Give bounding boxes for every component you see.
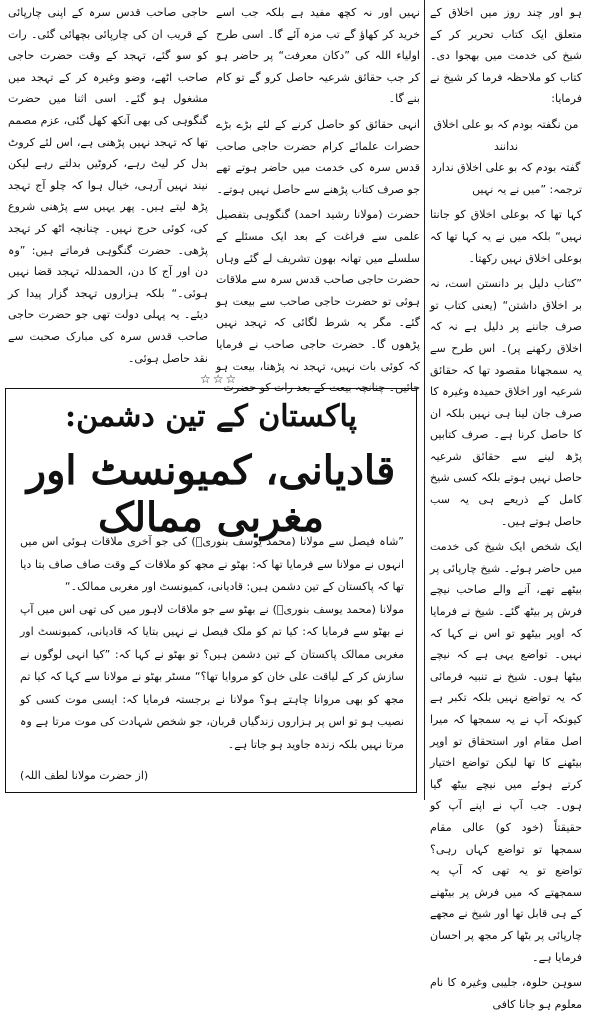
box-paragraph: مولانا (محمد یوسف بنوریؒ) نے بھٹو سے جو ملاقات لاہور میں کی تھی اس میں آپ نے بھٹو سے فرمایا کہ: کیا تم کو ملک فیصل نے نہیں بتایا کہ قادیانی، کمیونسٹ اور مغربی ممالک پاکستان کے تین دشمن ہیں؟ تو بھٹو نے کہا کہ: ”کیا انہی لوگوں نے سازش کر کے لیاقت علی خان کو مروایا تھا؟“ مسٹر بھٹو نے مولانا سے کہا کہ کیا تم مجھ کو بھی مروانا چاہتے ہو؟ مولانا نے برجستہ فرمایا کہ: ایسی موت کسی کو نصیب ہو تو اس پر ہزاروں زندگیاں قربان، جو شخص شہادت کی موت مرتا ہے وہ مرتا نہیں بلکہ زندہ جاوید ہو جاتا ہے۔ <box>20 602 404 751</box>
paragraph: نہیں اور نہ کچھ مفید ہے بلکہ جب اسے خرید کر کھاؤ گے تب مزہ آئے گا۔ اسی طرح اولیاء اللہ کی ”دکان معرفت“ پر حاضر ہو کر جب حقائق شرعیہ حاصل کرو گے تو کام بنے گا۔ <box>216 6 420 106</box>
left-column <box>8 2 208 374</box>
column-divider <box>424 0 425 800</box>
paragraph: ”کتاب دلیل بر دانستن است، نہ بر اخلاق داشتن“ (یعنی کتاب تو صرف جاننے پر دلیل ہے نہ کہ اخلاق رکھنے پر)۔ اس طرح سے یہ سمجھانا مقصود تھا کہ حقائق شرعیہ اور اخلاق حمیدہ وغیرہ کا صرف جان لینا ہی نہیں بلکہ ان کا حاصل کرنا ہے۔ صرف کتابیں پڑھ لینے سے حقائق شرعیہ حاصل نہیں ہوتے بلکہ کسی شیخ کامل کے ذریعے ہی یہ سب حاصل ہوتے ہیں۔ <box>430 277 582 528</box>
paragraph: سوہن حلوہ، جلیبی وغیرہ کا نام معلوم ہو جانا کافی <box>430 976 582 1011</box>
paragraph: انہی حقائق کو حاصل کرنے کے لئے بڑے بڑے حضرات علمائے کرام حضرت حاجی صاحب قدس سرہ کی خدمت میں حاضر ہوتے تھے جو صرف کتاب پڑھنے سے حاصل نہیں ہوتے۔ <box>216 117 420 196</box>
translation-label: ترجمہ: ”میں نے یہ نہیں <box>472 182 582 196</box>
middle-column <box>216 2 420 395</box>
boxed-article <box>5 388 417 793</box>
section-separator: ☆☆☆ <box>200 372 239 386</box>
box-heading-large: قادیانی، کمیونسٹ اور مغربی ممالک <box>26 447 396 541</box>
right-column <box>430 2 582 1011</box>
persian-verse: من نگفتہ بودم کہ بو علی اخلاق ندانند <box>433 117 579 153</box>
box-paragraph: ”شاہ فیصل سے مولانا (محمد یوسف بنوریؒ) کی جو آخری ملاقات ہوئی اس میں انہوں نے مولانا سے فرمایا تھا کہ: بھٹو نے مجھ کو ملاقات کے وقت صاف صاف بتا دیا تھا کہ پاکستان کے تین دشمن ہیں: قادیانی، کمیونسٹ اور مغربی ممالک۔“ <box>20 535 404 593</box>
attribution: (از حضرت مولانا لطف اللہ) <box>20 769 149 782</box>
box-body <box>20 531 404 756</box>
paragraph: حضرت (مولانا رشید احمد) گنگوہی بتفصیل علمی سے فراغت کے بعد ایک مسئلے کے سلسلے میں تھانہ بھون تشریف لے گئے وہاں حضرت حاجی صاحب قدس سرہ سے ملاقات ہوئی تو حضرت حاجی صاحب سے بیعت ہو گئے۔ مگر یہ شرط لگائی کہ تہجد نہیں پڑھوں گا۔ حضرت حاجی صاحب نے فرمایا کہ کوئی بات نہیں، تہجد نہ پڑھنا، بیعت ہو جائیں۔ چنانچہ بیعت کے بعد رات کو حضرت <box>216 208 420 395</box>
box-heading-small: پاکستان کے تین دشمن: <box>65 399 357 434</box>
translation-text: کہا تھا کہ بوعلی اخلاق کو جانتا نہیں“ بلکہ میں نے یہ کہا تھا کہ بوعلی اخلاق نہیں رکھتا۔ <box>430 208 582 265</box>
paragraph: ایک شخص ایک شیخ کی خدمت میں حاضر ہوئے۔ شیخ چارپائی پر بیٹھے تھے، آنے والے صاحب نیچے فرش پر بیٹھ گئے۔ شیخ نے فرمایا کہ اوپر بیٹھو تو اس نے کہا کہ نہیں۔ تواضع یہی ہے کہ نیچے بیٹھا ہوں۔ شیخ نے تنبیہ فرمائی کہ یہ تواضع نہیں بلکہ تکبر ہے کیونکہ آپ نے یہ سمجھا کہ میرا اصل مقام اور استحقاق تو اوپر بیٹھنے کا تھا لیکن تواضع اختیار کرتے ہوئے میں نیچے بیٹھ گیا ہوں۔ جب آپ نے اپنے آپ کو حقیقتاً (خود کو) عالی مقام سمجھا تو تواضع کہاں رہی؟ تواضع تو یہ تھی کہ آپ یہ سمجھتے کہ میں فرش پر بیٹھنے کے ہی قابل تھا اور شیخ نے مجھے چارپائی پر بٹھا کر مجھ پر احسان فرمایا ہے۔ <box>430 540 582 964</box>
paragraph: ہو اور چند روز میں اخلاق کے متعلق ایک کتاب تحریر کر کے شیخ کی خدمت میں بھجوا دی۔ کتاب کو ملاحظہ فرما کر شیخ نے فرمایا: <box>430 6 582 106</box>
paragraph: حاجی صاحب قدس سرہ کے اپنی چارپائی کے قریب ان کی چارپائی بچھائی گئی۔ رات کو سو گئے، تہجد کے وقت حضرت حاجی صاحب اٹھے، وضو وغیرہ کر کے تہجد میں مشغول ہو گئے۔ اسی اثنا میں حضرت گنگوہی کی بھی آنکھ کھل گئی، عزم مصمم تھا کہ تہجد نہیں پڑھنی ہے، اس لئے کروٹ بدل کر لیٹ رہے، کروٹیں بدلتے رہے لیکن نیند نہیں آرہی، خیال ہوا کہ چلو آج تہجد پڑھ لیتے ہیں۔ پھر یہیں سے پڑھنی شروع کی، کوئی حرج نہیں۔ چنانچہ اٹھ کر تہجد پڑھی۔ حضرت گنگوہی فرماتے ہیں: ”وہ دن اور آج کا دن، الحمدللہ تہجد قضا نہیں ہوئی۔“ بلکہ ہزاروں تہجد گزار پیدا کر دیئے۔ یہ پہلی دولت تھی جو حضرت حاجی صاحب قدس سرہ کی مبارک صحبت سے نقد حاصل ہوئی۔ <box>8 6 208 365</box>
persian-verse: گفتہ بودم کہ بو علی اخلاق ندارد <box>431 161 581 175</box>
